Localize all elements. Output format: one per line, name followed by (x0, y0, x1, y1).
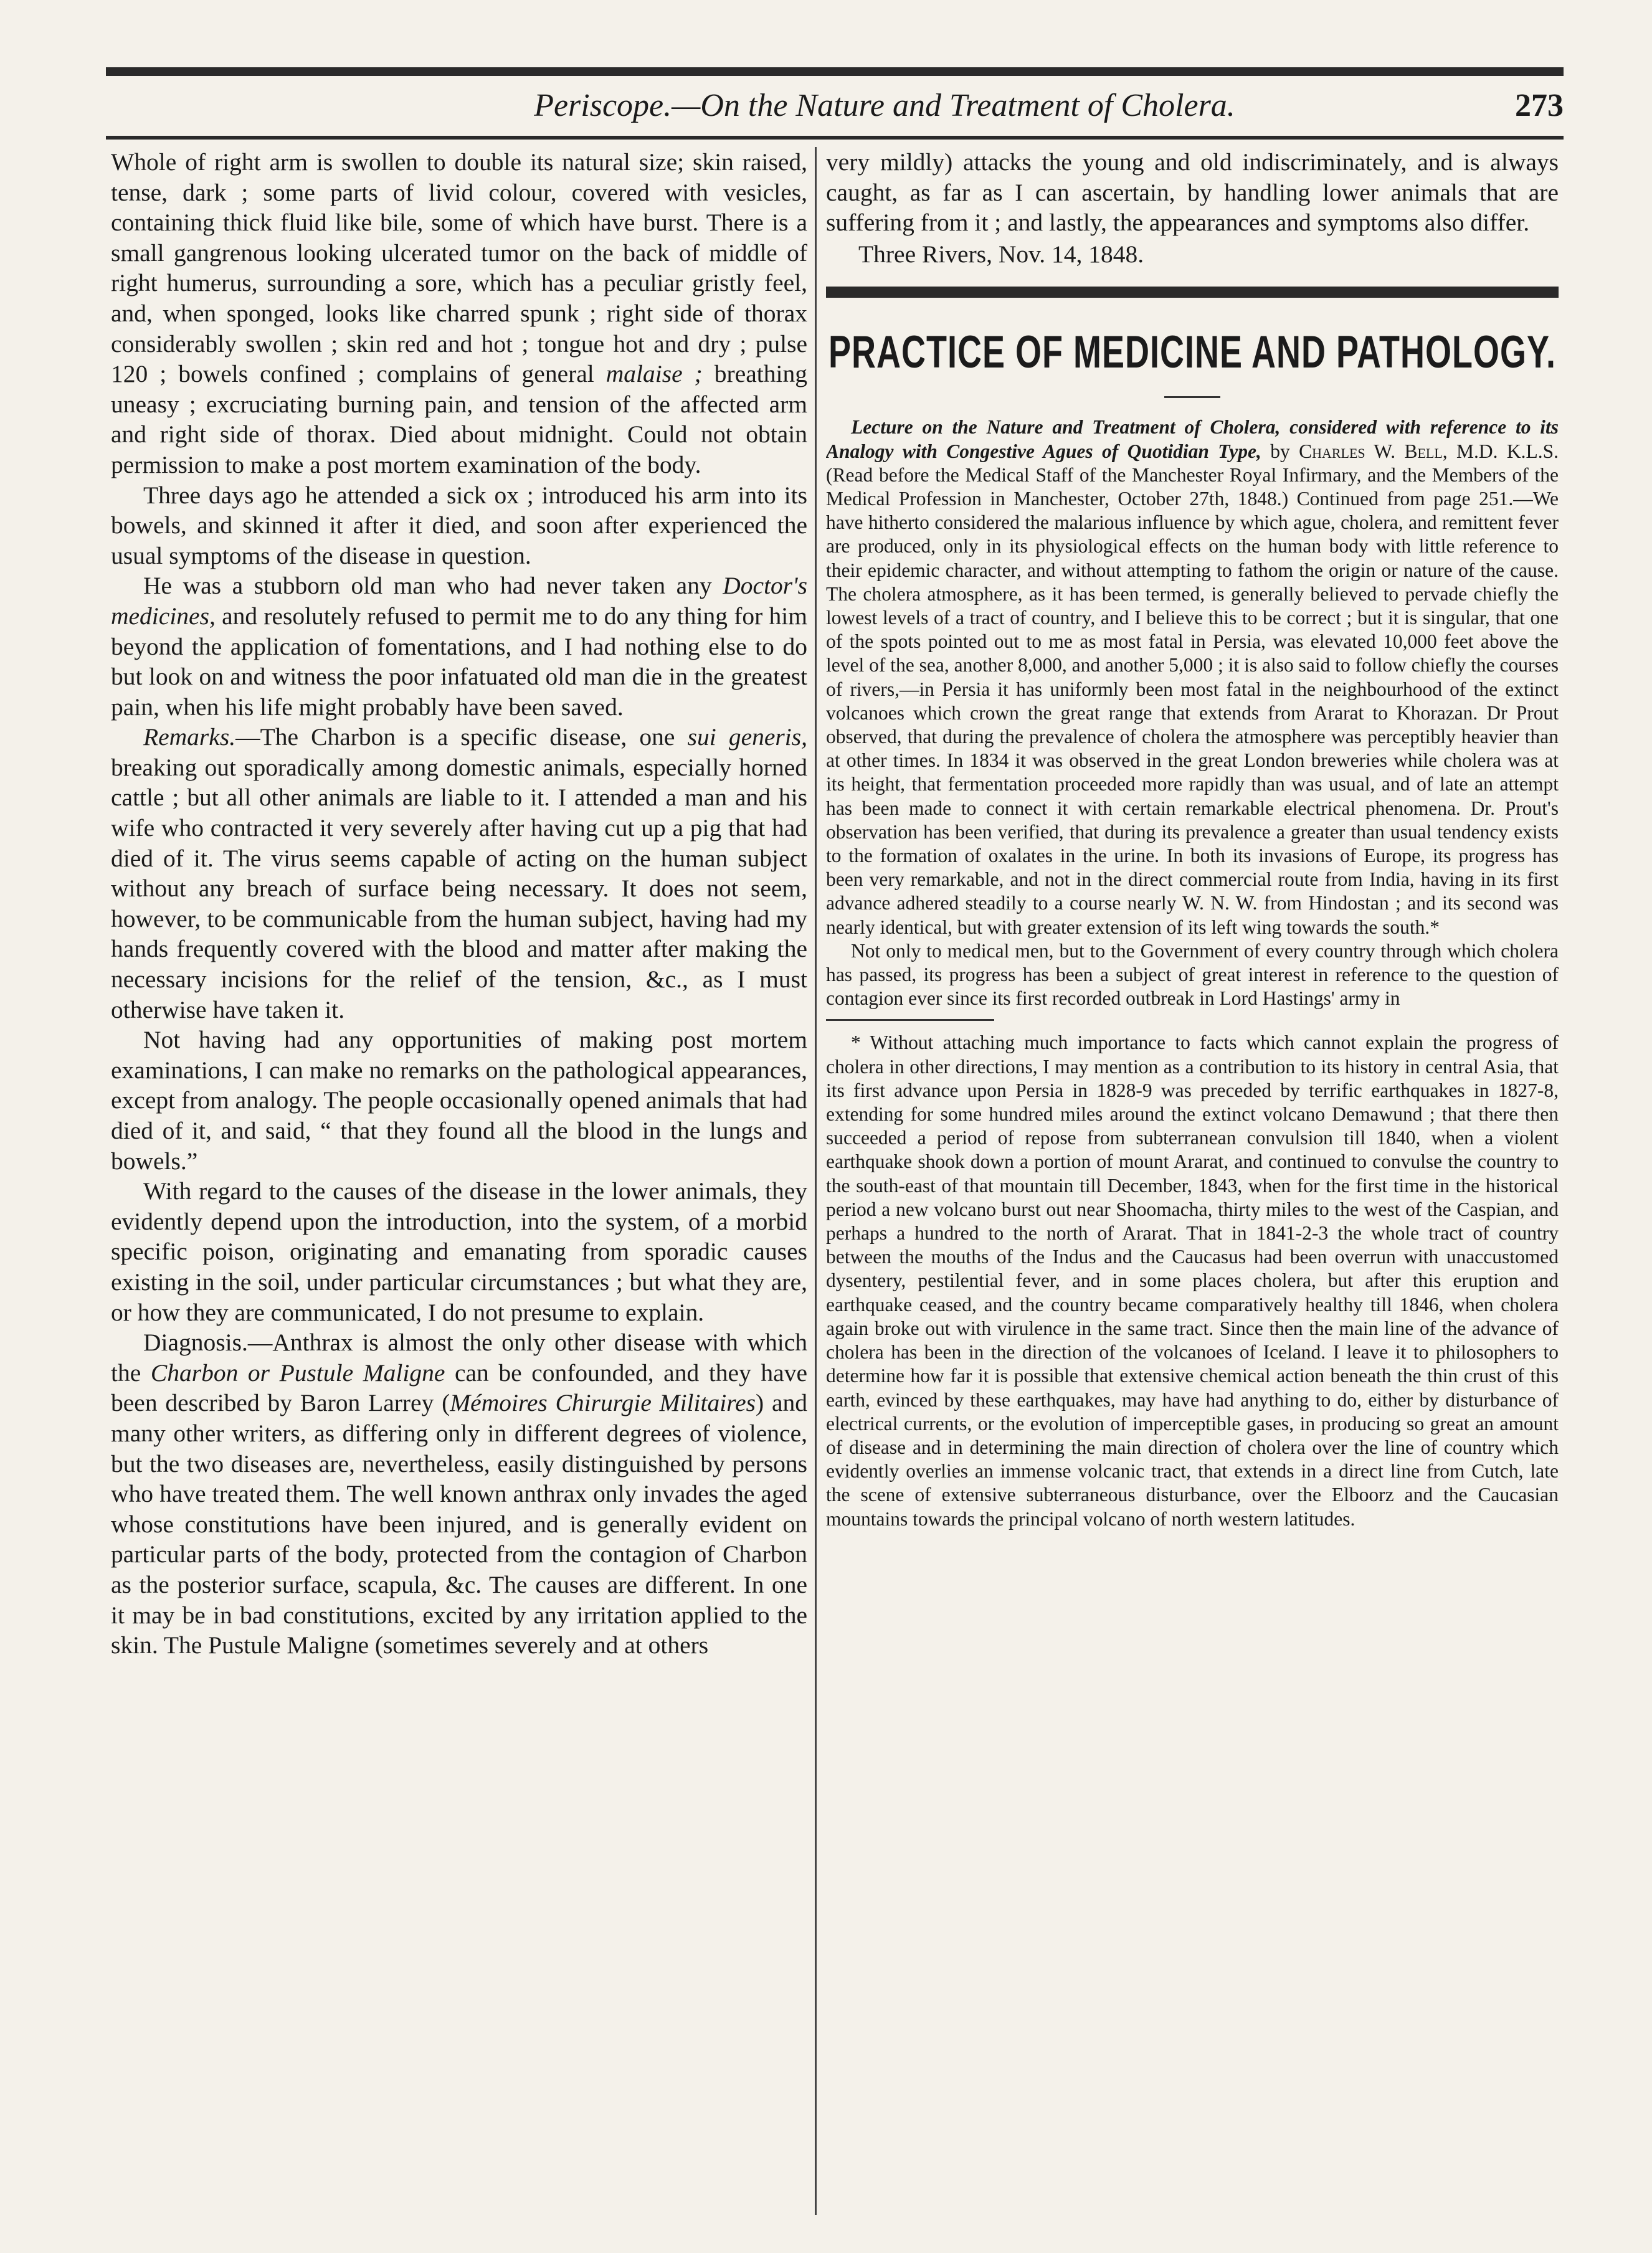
text: can be confounded, and they have been described by Baron Larrey ( (111, 1359, 807, 1417)
header-rule (106, 136, 1564, 140)
text: by (1261, 440, 1299, 462)
running-head: Periscope.—On the Nature and Treatment of Cholera. (534, 88, 1235, 123)
paragraph: Not only to medical men, but to the Government of every country through which cholera has passed, its progress has been a subject of great interest in reference to the question of contagion ever since its first recorded outbreak in Lord Hastings' army in (826, 939, 1559, 1010)
left-column (111, 147, 807, 2221)
paragraph (111, 571, 807, 722)
dateline: Three Rivers, Nov. 14, 1848. (858, 240, 1144, 268)
lecture-paragraph (826, 415, 1559, 939)
italic-text: Doctor's medicines, (111, 572, 807, 630)
italic-text: Mémoires Chirurgie Militaires (450, 1389, 756, 1417)
section-band (826, 287, 1559, 298)
paragraph: Three days ago he attended a sick ox ; introduced his arm into its bowels, and skinned it after it died, and soon after experienced the usual symptoms of the disease in question. (111, 481, 807, 569)
column-divider (815, 147, 817, 2215)
text: breathing uneasy ; excruciating burning pain, and tension of the affected arm and right side of thorax. Died about midnight. Could not obtain permission to make a post mortem examination of the body. (111, 360, 807, 478)
paragraph (111, 147, 807, 480)
italic-text: Charbon or Pustule Maligne (150, 1359, 445, 1387)
text: —The Charbon is a specific disease, one (235, 723, 688, 751)
text: Whole of right arm is swollen to double its natural size; skin raised, tense, dark ; some parts of livid colour, covered with vesicles, containing thick fluid like bile, some of which have burst. There is a small gangrenous looking ulcerated tumor on the back of middle of right humerus, surrounding a sore, which has a peculiar gristly feel, and, when sponged, looks like charred spunk ; right side of thorax considerably swollen ; skin red and hot ; tongue hot and dry ; pulse 120 ; bowels confined ; complains of general (111, 148, 807, 388)
top-rule (106, 67, 1564, 76)
italic-text: sui generis, (687, 723, 807, 751)
paragraph: Not having had any opportunities of making post mortem examinations, I can make no remarks on the pathological appearances, except from analogy. The people occasionally opened animals that had died of it, and said, “ that they found all the blood in the lungs and bowels.” (111, 1026, 807, 1175)
text: and resolutely refused to permit me to do any thing for him beyond the application of fomentations, and I had nothing else to do but look on and witness the poor infatuated old man die in the greatest pain, when his life might probably have been saved. (111, 602, 807, 721)
text: Diagnosis.—Anthrax is almost the only other disease with which the (111, 1329, 807, 1387)
page-header (106, 87, 1564, 137)
text: breaking out sporadically among domestic animals, especially horned cattle ; but all other animals are liable to it. I attended a man and his wife who contracted it very severely after having cut up a pig that had died of it. The virus seems capable of acting on the human subject without any breach of surface being necessary. It does not seem, however, to be communicable from the human subject, having had my hands frequently covered with the blood and matter after making the necessary incisions for the relief of the tension, &c., as I must otherwise have taken it. (111, 753, 807, 1023)
lecture-title: Lecture on the Nature and Treatment of Cholera, considered with reference to its Analogy with Congestive Agues of Quotidian Type, (826, 416, 1559, 462)
paragraph (111, 722, 807, 1025)
lecture-author: Charles W. Bell, (1299, 440, 1448, 462)
right-column (826, 147, 1559, 2221)
short-rule (1164, 396, 1220, 398)
paragraph: very mildly) attacks the young and old indiscriminately, and is always caught, as far as I can ascertain, by handling lower animals that are suffering from it ; and lastly, the appearances and symptoms also differ. (826, 148, 1559, 237)
text: M.D. K.L.S. (Read before the Medical Staff of the Manchester Royal Infirmary, and the Members of the Medical Profession in Manchester, October 27th, 1848.) Continued from page 251.—We have hitherto considered the malarious influence by which ague, cholera, and remittent fever are produced, only in its physiological effects on the human body with little reference to their epidemic character, and without attempting to fathom the origin or nature of the cause. The cholera atmosphere, as it has been termed, is generally believed to pervade chiefly the lowest levels of a tract of country, and I believe this to be correct ; but it is singular, that one of the spots pointed out to me as most fatal in Persia, was elevated 10,000 feet above the level of the sea, another 8,000, and another 5,000 ; it is also said to follow chiefly the courses of rivers,—in Persia it has uniformly been most fatal in the neighbourhood of the extinct volcanoes which crown the great range that extends from Ararat to Khorazan. Dr Prout observed, that during the prevalence of cholera the atmosphere was perceptibly heavier than at other times. In 1834 it was observed in the great London breweries while cholera was at its height, that fermentation proceeded more rapidly than was usual, and of late an attempt has been made to connect it with certain remarkable electrical phenomena. Dr. Prout's observation has been verified, that during its prevalence a greater than usual tendency exists to the formation of oxalates in the urine. In both its invasions of Europe, its progress has been very remarkable, and not in the direct commercial route from India, having in its first advance adhered steadily to a course nearly W. N. W. from Hindostan ; and its second was nearly identical, but with greater extension of its left wing towards the south.* (826, 440, 1559, 938)
paragraph: With regard to the causes of the disease in the lower animals, they evidently depend upon the introduction, into the system, of a morbid specific poison, originating and emanating from sporadic causes existing in the soil, under particular circumstances ; but what they are, or how they are communicated, I do not presume to explain. (111, 1177, 807, 1326)
remarks-label: Remarks. (143, 723, 236, 751)
text: He was a stubborn old man who had never taken any (143, 572, 723, 600)
footnote-rule (826, 1019, 994, 1021)
footnote: * Without attaching much importance to facts which cannot explain the progress of cholera in other directions, I may mention as a contribution to its history in central Asia, that its first advance upon Persia in 1828-9 was preceded by terrific earthquakes in 1827-8, extending for some hundred miles around the extinct volcano Demawund ; that there then succeeded a period of repose from subterranean convulsion till 1840, when a violent earthquake shook down a portion of mount Ararat, and continued to convulse the country to the south-east of that mountain till December, 1843, when for the first time in the historical period a new volcano burst out near Shoomacha, thirty miles to the west of the Caspian, and perhaps a hundred to the north of Ararat. That in 1841-2-3 the whole tract of country between the mouths of the Indus and the Caucasus had been overrun with unaccustomed dysentery, pestilential fever, and in some places cholera, but after this eruption and earthquake ceased, and the country became comparatively healthy till 1846, when cholera again broke out with virulence in the same tract. Since then the main line of the advance of cholera has been in the direction of the volcanoes of Iceland. I leave it to philosophers to determine how far it is possible that extensive chemical action beneath the thin crust of this earth, evinced by these earthquakes, may have had anything to do, either by disturbance of electrical currents, or the evolution of imperceptible gases, in producing so great an amount of disease and in determining the main direction of cholera over the line of country which evidently overlies an immense volcanic tract, that extends in a direct line from Cutch, late the scene of extensive subterraneous disturbance, over the Elboorz and the Caucasian mountains towards the principal volcano of north western latitudes. (826, 1032, 1559, 1530)
italic-text: malaise ; (605, 360, 703, 388)
section-heading: PRACTICE OF MEDICINE AND PATHOLOGY. (828, 327, 1557, 378)
text: ) and many other writers, as differing only in different degrees of violence, but the two diseases are, nevertheless, easily distinguished by persons who have treated them. The well known anthrax only invades the aged whose constitutions have been injured, and is generally evident on particular parts of the body, protected from the contagion of Charbon as the posterior surface, scapula, &c. The causes are different. In one it may be in bad constitutions, excited by any irritation applied to the skin. The Pustule Maligne (sometimes severely and at others (111, 1389, 807, 1659)
paragraph (111, 1327, 807, 1661)
page-number: 273 (1515, 88, 1564, 123)
